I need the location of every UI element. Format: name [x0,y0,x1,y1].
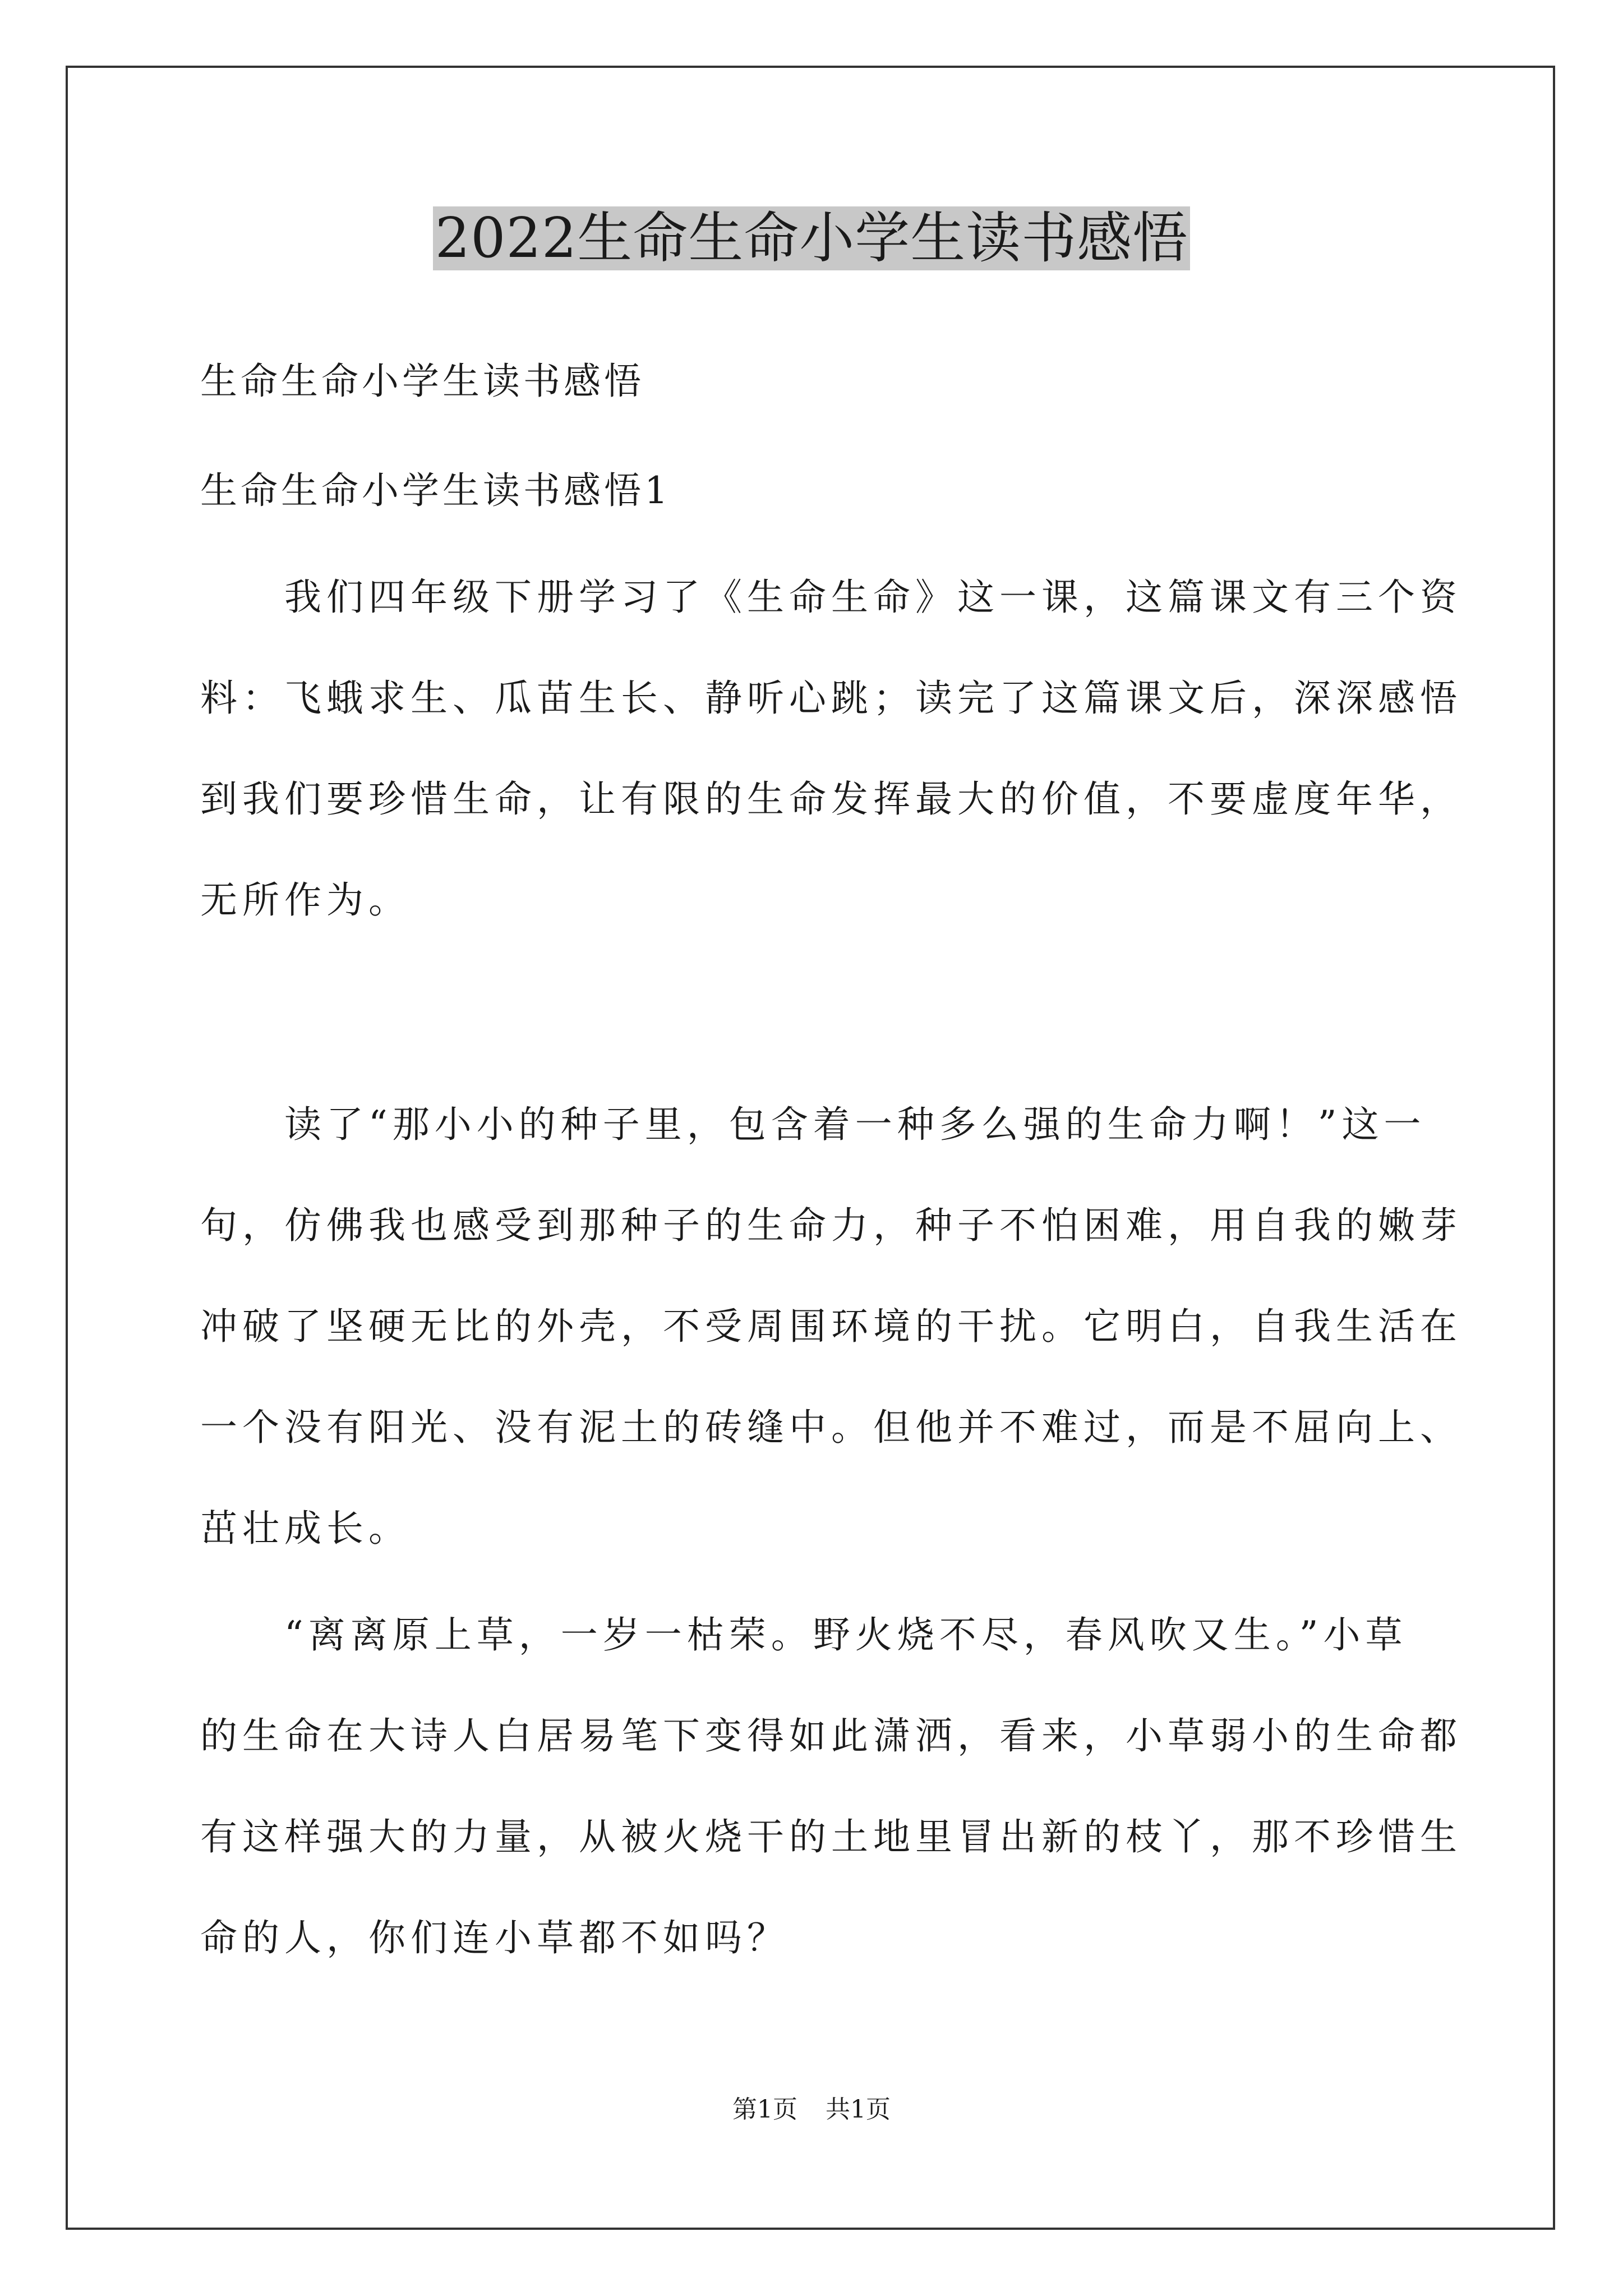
paragraph-line: 冲破了坚硬无比的外壳，不受周围环境的干扰。它明白，自我生活在 [200,1305,1462,1348]
paragraph-line: 的生命在大诗人白居易笔下变得如此潇洒，看来，小草弱小的生命都 [200,1714,1462,1757]
paragraph-line: 茁壮成长。 [200,1507,411,1550]
paragraph-line: 有这样强大的力量，从被火烧干的土地里冒出新的枝丫，那不珍惜生 [200,1815,1462,1858]
paragraph-line: 读了“那小小的种子里，包含着一种多么强的生命力啊！”这一 [200,1103,1426,1146]
subtitle-1: 生命生命小学生读书感悟 [200,360,644,403]
page-number: 第1页 [732,2095,797,2124]
paragraph-line: 命的人，你们连小草都不如吗？ [200,1916,789,1959]
subtitle-2: 生命生命小学生读书感悟1 [200,469,671,512]
paragraph-line: 句，仿佛我也感受到那种子的生命力，种子不怕困难，用自我的嫩芽 [200,1204,1462,1247]
page-total: 共1页 [826,2095,891,2124]
document-title [0,199,1623,278]
paragraph-line: 我们四年级下册学习了《生命生命》这一课，这篇课文有三个资 [200,576,1462,619]
paragraph-line: 料：飞蛾求生、瓜苗生长、静听心跳；读完了这篇课文后，深深感悟 [200,677,1462,720]
page-footer [0,2093,1623,2127]
paragraph-line: 一个没有阳光、没有泥土的砖缝中。但他并不难过，而是不屈向上、 [200,1406,1462,1449]
paragraph-line: 无所作为。 [200,878,411,922]
paragraph-line: “离离原上草，一岁一枯荣。野火烧不尽，春风吹又生。”小草 [200,1613,1408,1657]
paragraph-line: 到我们要珍惜生命，让有限的生命发挥最大的价值，不要虚度年华， [200,777,1462,821]
document-title-text: 2022生命生命小学生读书感悟 [433,206,1190,270]
